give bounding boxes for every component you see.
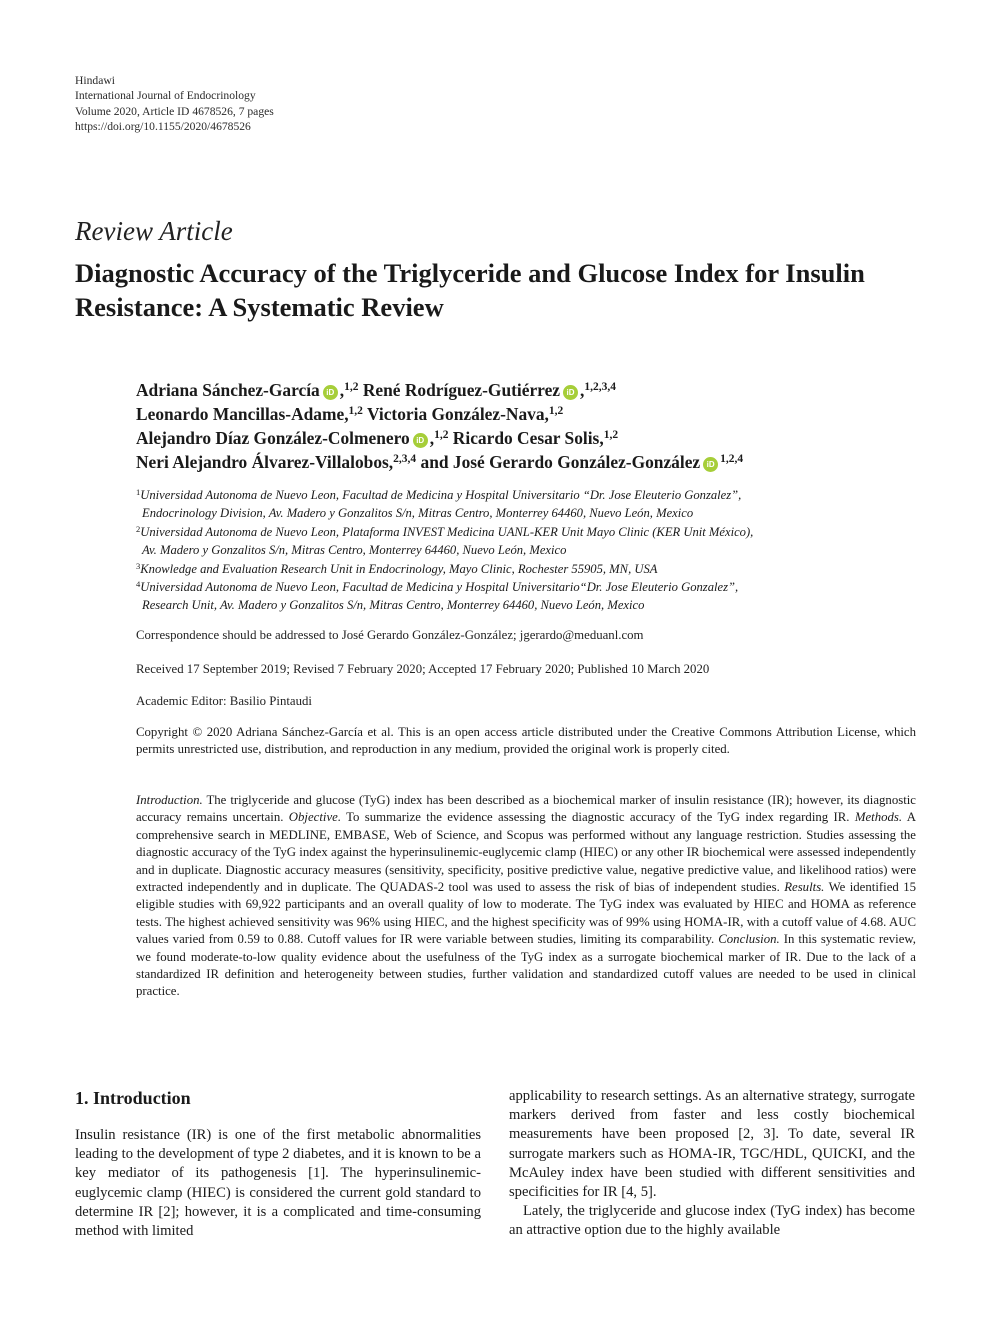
- affiliation-marker: 1,2,4: [720, 453, 744, 465]
- article-title: Diagnostic Accuracy of the Triglyceride and Glucose Index for Insulin Resistance: A Systematic Review: [75, 258, 865, 322]
- author-name: Leonardo Mancillas-Adame,: [136, 404, 349, 424]
- affiliation-line: [136, 523, 936, 541]
- affiliations: [136, 486, 936, 615]
- orcid-icon[interactable]: iD: [413, 433, 428, 448]
- affiliation-marker: 1,2: [344, 381, 359, 393]
- author-line: [136, 426, 956, 450]
- affiliation-line: [136, 486, 936, 504]
- affiliation-marker: 1,2: [348, 405, 363, 417]
- affiliation-line: [136, 578, 936, 596]
- affiliation-text: Knowledge and Evaluation Research Unit in Endocrinology, Mayo Clinic, Rochester 55905, MN, USA: [140, 561, 658, 576]
- author-name: Adriana Sánchez-García: [136, 380, 320, 400]
- left-column: [75, 1126, 481, 1241]
- author-separator: ,: [339, 380, 345, 400]
- affiliation-marker: 2,3,4: [393, 453, 417, 465]
- affiliation-line: [136, 504, 936, 522]
- affiliation-number: 2: [136, 523, 141, 534]
- orcid-icon[interactable]: iD: [563, 385, 578, 400]
- author-line: [136, 402, 956, 426]
- publisher-name: Hindawi: [75, 74, 115, 87]
- paragraph: applicability to research settings. As an alternative strategy, surrogate markers derived from faster and less costly biochemical measurements have been proposed [2, 3]. To date, several IR surrogate markers such as HOMA-IR, TGC/HDL, QUICKI, and the McAuley index have been studied with different sensitivities and specificities for IR [4, 5].: [509, 1088, 915, 1201]
- affiliation-text: Research Unit, Av. Madero y Gonzalitos S/n, Mitras Centro, Monterrey 64460, Nuevo León, Mexico: [142, 598, 645, 613]
- publication-dates: Received 17 September 2019; Revised 7 February 2020; Accepted 17 February 2020; Published 10 March 2020: [136, 662, 710, 676]
- affiliation-number: 1: [136, 487, 141, 497]
- author-name: René Rodríguez-Gutiérrez: [362, 380, 561, 400]
- affiliation-number: 4: [136, 579, 141, 590]
- paragraph: Insulin resistance (IR) is one of the first metabolic abnormalities leading to the development of type 2 diabetes, and it is known to be a key mediator of its pathogenesis [1]. The hyperinsulinemic-euglycemic clamp (HIEC) is considered the current gold standard to determine IR [2]; however, it is a complicated and time-consuming method with limited: [75, 1127, 481, 1240]
- journal-name: International Journal of Endocrinology: [75, 89, 256, 103]
- affiliation-text: Universidad Autonoma de Nuevo Leon, Facultad de Medicina y Hospital Universitario “Dr. Jose Eleuterio Gonzalez”,: [140, 488, 742, 502]
- author-name: Ricardo Cesar Solis,: [452, 428, 604, 448]
- abstract-text: The triglyceride and glucose (TyG) index has been described as a biochemical marker of insulin resistance (IR); however, its diagnostic accuracy remains uncertain.: [136, 793, 916, 825]
- journal-header: [75, 73, 274, 135]
- affiliation-line: [136, 541, 936, 559]
- affiliation-marker: 1,2: [548, 405, 564, 417]
- right-column: [509, 1087, 915, 1241]
- doi-link[interactable]: https://doi.org/10.1155/2020/4678526: [75, 120, 251, 134]
- abstract-heading: Methods.: [854, 810, 903, 825]
- abstract-text: A comprehensive search in MEDLINE, EMBASE, Web of Science, and Scopus was performed without any language restriction. Studies assessing the diagnostic accuracy of the TyG index against the hyperinsulinemic-euglycemic clamp (HIEC) or any other IR biochemical were assessed independently and in duplicate. Diagnostic accuracy measures (sensitivity, specificity, positive predictive value, negative predictive value, and likelihood ratios) were extracted independently and in duplicate. The QUADAS-2 tool was used to assess the risk of bias of independent studies.: [136, 810, 916, 895]
- affiliation-line: [136, 560, 936, 578]
- copyright-notice: Copyright © 2020 Adriana Sánchez-García et al. This is an open access article distributed under the Creative Commons Attribution License, which permits unrestricted use, distribution, and reproduction in any medium, provided the original work is properly cited.: [136, 725, 916, 757]
- correspondence: Correspondence should be addressed to José Gerardo González-González; jgerardo@meduanl.com: [136, 628, 644, 642]
- abstract-heading: Objective.: [288, 810, 342, 825]
- orcid-icon[interactable]: iD: [703, 457, 718, 472]
- author-name: Neri Alejandro Álvarez-Villalobos,: [136, 452, 394, 472]
- author-name: and José Gerardo González-González: [420, 452, 701, 472]
- paragraph: Lately, the triglyceride and glucose index (TyG index) has become an attractive option due to the highly available: [509, 1203, 915, 1239]
- abstract-heading: Conclusion.: [718, 932, 780, 947]
- author-name: Alejandro Díaz González-Colmenero: [136, 428, 410, 448]
- volume-info: Volume 2020, Article ID 4678526, 7 pages: [75, 104, 274, 118]
- abstract-heading: Results.: [784, 880, 825, 895]
- academic-editor: Academic Editor: Basilio Pintaudi: [136, 694, 312, 708]
- orcid-icon[interactable]: iD: [323, 385, 338, 400]
- affiliation-text: Av. Madero y Gonzalitos S/n, Mitras Centro, Monterrey 64460, Nuevo León, Mexico: [142, 543, 567, 558]
- affiliation-number: 3: [136, 560, 141, 571]
- abstract-text: We identified 15 eligible studies with 69,922 participants and an overall quality of low to moderate. The TyG index was evaluated by HIEC and HOMA as reference tests. The highest achieved sensitivity was 96% using HIEC, and the highest specificity was of 99% using HOMA-IR, with a cutoff value of 4.68. AUC values varied from 0.59 to 0.88. Cutoff values for IR were variable between studies, limiting its comparability.: [136, 880, 916, 947]
- affiliation-line: [136, 596, 936, 614]
- affiliation-text: Universidad Autonoma de Nuevo Leon, Plataforma INVEST Medicina UANL-KER Unit Mayo Clinic (KER Unit México),: [140, 524, 754, 539]
- author-line: [136, 378, 956, 402]
- section-heading: 1. Introduction: [75, 1088, 191, 1108]
- article-type: Review Article: [75, 216, 233, 246]
- abstract-text: To summarize the evidence assessing the diagnostic accuracy of the TyG index regarding IR.: [341, 810, 855, 825]
- author-name: Victoria González-Nava,: [366, 404, 549, 424]
- affiliation-text: Endocrinology Division, Av. Madero y Gonzalitos S/n, Mitras Centro, Monterrey 64460, Nuevo León, Mexico: [142, 506, 694, 521]
- affiliation-marker: 1,2: [434, 429, 449, 441]
- abstract-heading: Introduction.: [136, 793, 203, 807]
- author-separator: ,: [580, 380, 585, 400]
- author-list: [136, 378, 956, 474]
- affiliation-marker: 1,2,3,4: [584, 381, 617, 393]
- abstract-text: In this systematic review, we found moderate-to-low quality evidence about the usefulness of the TyG index as a surrogate biochemical marker of IR. Due to the lack of a standardized IR definition and heterogeneity between studies, further validation and standardized cutoff values are needed to be used in clinical practice.: [136, 932, 917, 999]
- author-line: [136, 450, 956, 474]
- abstract: [136, 792, 916, 1001]
- affiliation-text: Universidad Autonoma de Nuevo Leon, Facultad de Medicina y Hospital Universitario“Dr. Jose Eleuterio Gonzalez”,: [140, 580, 739, 595]
- author-separator: ,: [429, 428, 435, 448]
- affiliation-marker: 1,2: [603, 429, 619, 441]
